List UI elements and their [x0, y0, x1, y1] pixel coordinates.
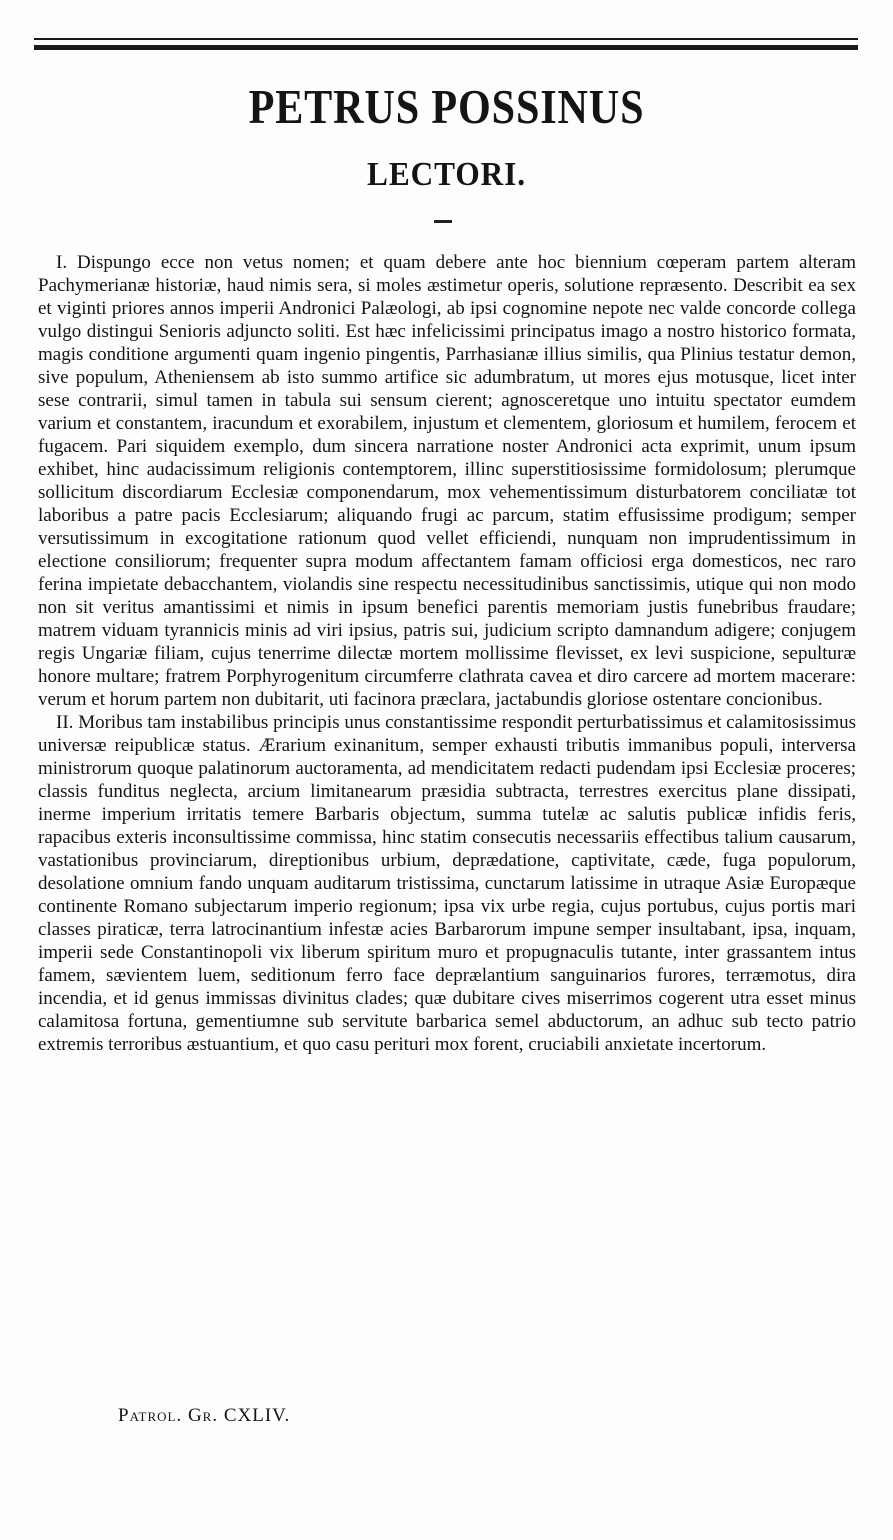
- paragraph-1: I. Dispungo ecce non vetus nomen; et quam debere ante hoc biennium cœperam partem alteram Pachymerianæ historiæ, haud nimis sera, si moles æstimetur operis, solutione repræsento. Describit ea sex et viginti priores annos imperii Andronici Palæologi, ab ipsi cognomine nepote nec valde concorde collega vulgo distingui Senioris adjuncto soliti. Est hæc infelicissimi principatus imago a nostro historico formata, magis conditione argumenti quam ingenio pingentis, Parrhasianæ illius similis, qua Plinius testatur demon, sive populum, Atheniensem ab isto summo artifice sic adumbratum, ut mores ejus motusque, licet inter sese contrarii, simul tamen in tabula sui sensum cierent; agnosceretque uno intuitu spectator eumdem varium et constantem, iracundum et exorabilem, injustum et clementem, gloriosum et humilem, ferocem et fugacem. Pari siquidem exemplo, dum sincera narratione noster Andronici acta exprimit, unum ipsum exhibet, hinc audacissimum religionis contemptorem, illinc superstitiosissime formidolosum; plerumque sollicitum discordiarum Ecclesiæ componendarum, mox vehementissimum disturbatorem conciliatæ tot laboribus a patre pacis Ecclesiarum; aliquando frugi ac parcum, statim effusissime prodigum; semper versutissimum in excogitatione rationum quod vellet efficiendi, nunquam non imprudentissimum in electione consiliorum; frequenter supra modum affectantem famam officiosi erga domesticos, nec raro ferina impietate debacchantem, violandis sine respectu necessitudinibus sanctissimis, utique qui non modo non sit veritus amantissimi et nimis in ipsum benefici parentis memoriam justis funebribus fraudare; matrem viduam tyrannicis minis ad viri ipsius, patris sui, judicium scripto damnandum adigere; conjugem regis Ungariæ filiam, cujus tenerrime dilectæ mortem mollissime flevisset, ex levi suspicione, sepulturæ honore multare; fratrem Porphyrogenitum circumferre clathrata cavea et diro carcere ad mortem macerare: verum et horum partem non dubitarit, uti facinora præclara, jactabundis gloriose ostentare concionibus.: [38, 252, 856, 710]
- top-double-rule: [34, 38, 858, 50]
- title-separator: [434, 220, 452, 223]
- page-title: PETRUS POSSINUS: [248, 79, 645, 134]
- source-signature: Patrol. Gr. CXLIV.: [118, 1405, 291, 1426]
- body-text: [38, 251, 856, 1056]
- paragraph-2: II. Moribus tam instabilibus principis unus constantissime respondit perturbatissimus et calamitosissimus universæ reipublicæ status. Ærarium exinanitum, semper exhausti tributis immanibus populi, interversa ministrorum quoque palatinorum auctoramenta, ad mendicitatem redacti pudendam ipsi Ecclesiæ proceres; classis funditus neglecta, arcium limitanearum præsidia subtracta, terrestres exercitus plane dissipati, inerme imperium irritatis temere Barbaris objectum, summa tutelæ ac salutis publicæ infidis feris, rapacibus exteris inconsultissime commissa, hinc statim consecutis necessariis effectibus talium causarum, vastationibus provinciarum, direptionibus urbium, deprædatione, captivitate, cæde, fuga populorum, desolatione omnium fando unquam auditarum tristissima, cunctarum latissime in utraque Asiæ Europæque continente Romano subjectarum imperio regionum; ipsa vix urbe regia, cujus portubus, cujus portis mari classes piraticæ, terra latrocinantium infestæ acies Barbarorum impune semper insultabant, ipsa, inquam, imperii sede Constantinopoli vix liberum spiritum muro et propugnaculis tutante, inter grassantem intus famem, sævientem luem, seditionum ferro face deprælantium sanguinarios furores, terræmotus, dira incendia, et id genus immissas divinitus clades; quæ dubitare cives miserrimos cogerent utra esset minus calamitosa fortuna, gementiumne sub servitute barbarica semel abductorum, an adhuc sub tecto patrio extremis terroribus æstuantium, et quo casu perituri mox forent, cruciabili anxietate incertorum.: [38, 712, 856, 1055]
- page-subtitle: LECTORI.: [367, 156, 526, 193]
